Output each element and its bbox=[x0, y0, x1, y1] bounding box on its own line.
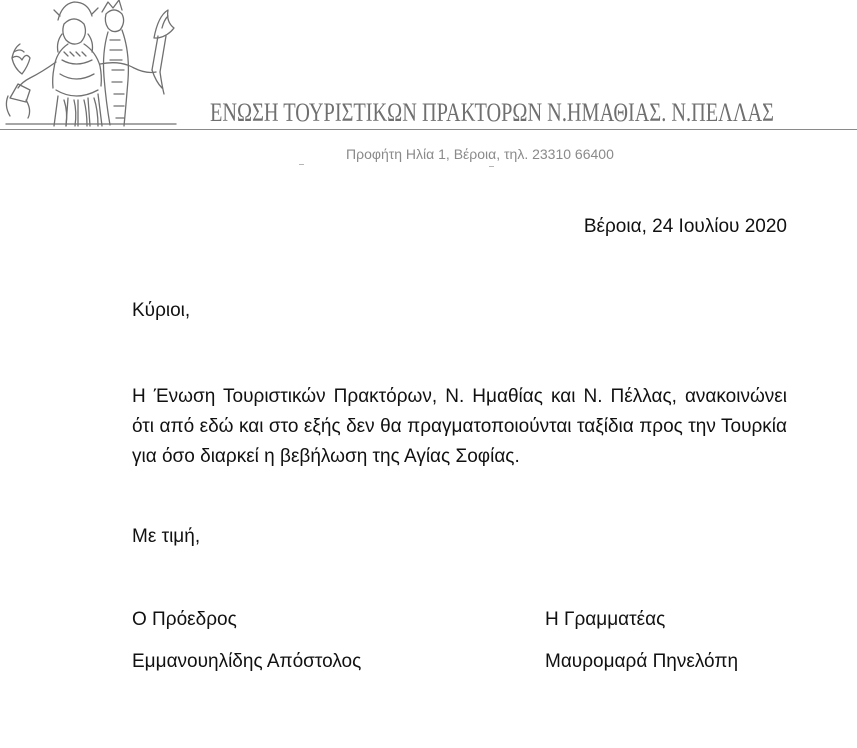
letter-body: Η Ένωση Τουριστικών Πρακτόρων, Ν. Ημαθίας και Ν. Πέλλας, ανακοινώνει ότι από εδώ και στο εξής δεν θα πραγματοποιούνται ταξίδια προς την Τουρκία για όσο διαρκεί η βεβήλωση της Αγίας Σοφίας. bbox=[132, 386, 787, 467]
letterhead-address: Προφήτη Ηλία 1, Βέροια, τηλ. 23310 66400 bbox=[346, 146, 614, 162]
president-role: Ο Πρόεδρος bbox=[132, 609, 237, 630]
statue-logo-icon bbox=[2, 0, 187, 128]
president-name: Εμμανουηλίδης Απόστολος bbox=[132, 651, 362, 672]
organization-title: ΕΝΩΣΗ ΤΟΥΡΙΣΤΙΚΩΝ ΠΡΑΚΤΟΡΩΝ Ν.ΗΜΑΘΙΑΣ. Ν.ΠΕΛΛΑΣ bbox=[210, 98, 774, 127]
salutation: Κύριοι, bbox=[132, 300, 191, 321]
secretary-role: Η Γραμματέας bbox=[545, 609, 666, 630]
letterhead-divider bbox=[0, 129, 857, 130]
scan-mark bbox=[489, 166, 494, 167]
date-line: Βέροια, 24 Ιουλίου 2020 bbox=[583, 216, 787, 237]
closing: Με τιμή, bbox=[132, 526, 201, 547]
scan-mark bbox=[299, 164, 304, 165]
secretary-name: Μαυρομαρά Πηνελόπη bbox=[545, 651, 739, 672]
